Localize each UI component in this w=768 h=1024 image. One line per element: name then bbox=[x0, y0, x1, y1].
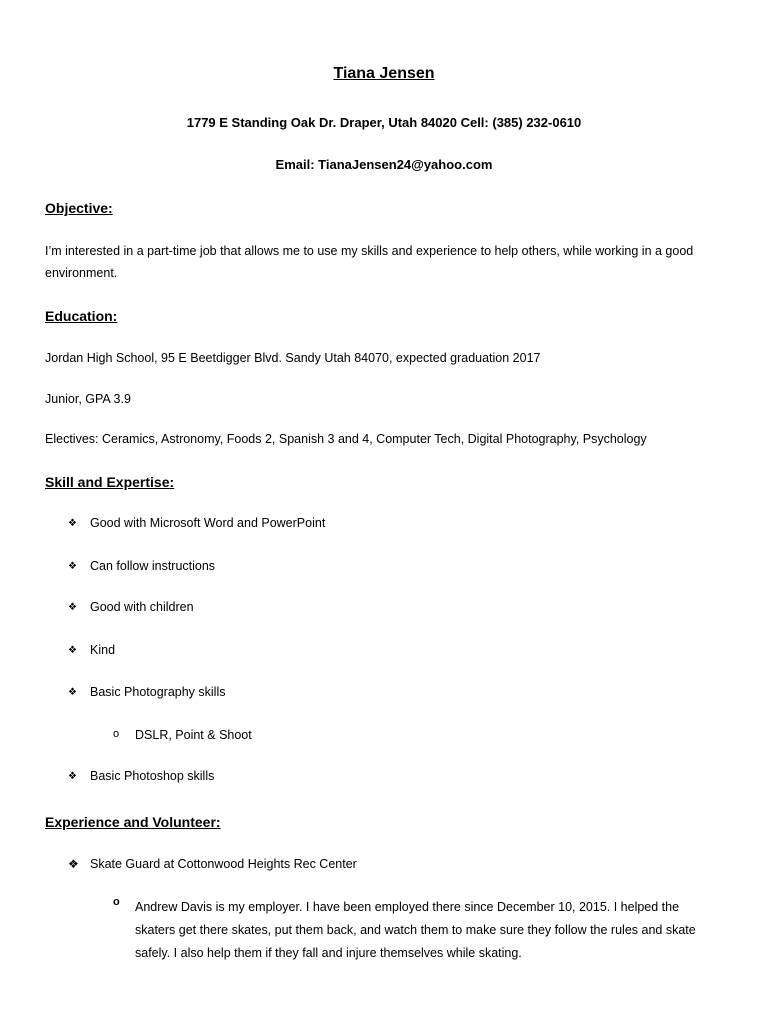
skill-item-label: Kind bbox=[90, 643, 116, 657]
education-heading: Education: bbox=[45, 308, 118, 324]
diamond-bullet-icon: ❖ bbox=[68, 686, 77, 698]
circle-bullet-icon: o bbox=[113, 728, 120, 740]
diamond-bullet-icon: ❖ bbox=[68, 857, 79, 871]
list-item bbox=[68, 643, 115, 657]
diamond-bullet-icon: ❖ bbox=[68, 770, 77, 782]
objective-text: I’m interested in a part-time job that allows me to use my skills and experience to help others, while working in a good environment. bbox=[45, 244, 694, 280]
skill-item-label: Good with children bbox=[90, 600, 194, 614]
resume-name: Tiana Jensen bbox=[333, 65, 435, 82]
diamond-bullet-icon: ❖ bbox=[68, 644, 77, 656]
skill-item-label: Basic Photography skills bbox=[90, 685, 226, 699]
sub-list-item bbox=[113, 896, 700, 965]
skill-item-label: Good with Microsoft Word and PowerPoint bbox=[90, 516, 326, 530]
sub-list-item bbox=[113, 728, 252, 742]
circle-bullet-icon: o bbox=[113, 896, 120, 908]
education-school: Jordan High School, 95 E Beetdigger Blvd. Sandy Utah 84070, expected graduation 2017 bbox=[45, 351, 541, 365]
objective-heading: Objective: bbox=[45, 200, 113, 216]
education-electives: Electives: Ceramics, Astronomy, Foods 2, Spanish 3 and 4, Computer Tech, Digital Photography, Psychology bbox=[45, 432, 647, 446]
diamond-bullet-icon: ❖ bbox=[68, 517, 77, 529]
experience-heading: Experience and Volunteer: bbox=[45, 814, 221, 830]
sub-item-label: DSLR, Point & Shoot bbox=[135, 728, 252, 742]
diamond-bullet-icon: ❖ bbox=[68, 560, 77, 572]
list-item bbox=[68, 516, 325, 530]
list-item bbox=[68, 685, 225, 699]
list-item bbox=[68, 559, 215, 573]
email-line: Email: TianaJensen24@yahoo.com bbox=[275, 157, 493, 172]
skill-item-label: Can follow instructions bbox=[90, 559, 216, 573]
list-item bbox=[68, 769, 214, 783]
job-title: Skate Guard at Cottonwood Heights Rec Center bbox=[90, 857, 357, 871]
skill-item-label: Basic Photoshop skills bbox=[90, 769, 215, 783]
list-item bbox=[68, 600, 194, 614]
list-item bbox=[68, 857, 357, 871]
diamond-bullet-icon: ❖ bbox=[68, 601, 77, 613]
job-description: Andrew Davis is my employer. I have been employed there since December 10, 2015. I helped the skaters get there skates, put them back, and watch them to make sure they follow the rules and skate safely. I also help them if they fall and injure themselves while skating. bbox=[135, 900, 696, 960]
education-standing: Junior, GPA 3.9 bbox=[45, 392, 131, 406]
address-line: 1779 E Standing Oak Dr. Draper, Utah 84020 Cell: (385) 232-0610 bbox=[186, 115, 582, 130]
skills-heading: Skill and Expertise: bbox=[45, 474, 175, 490]
